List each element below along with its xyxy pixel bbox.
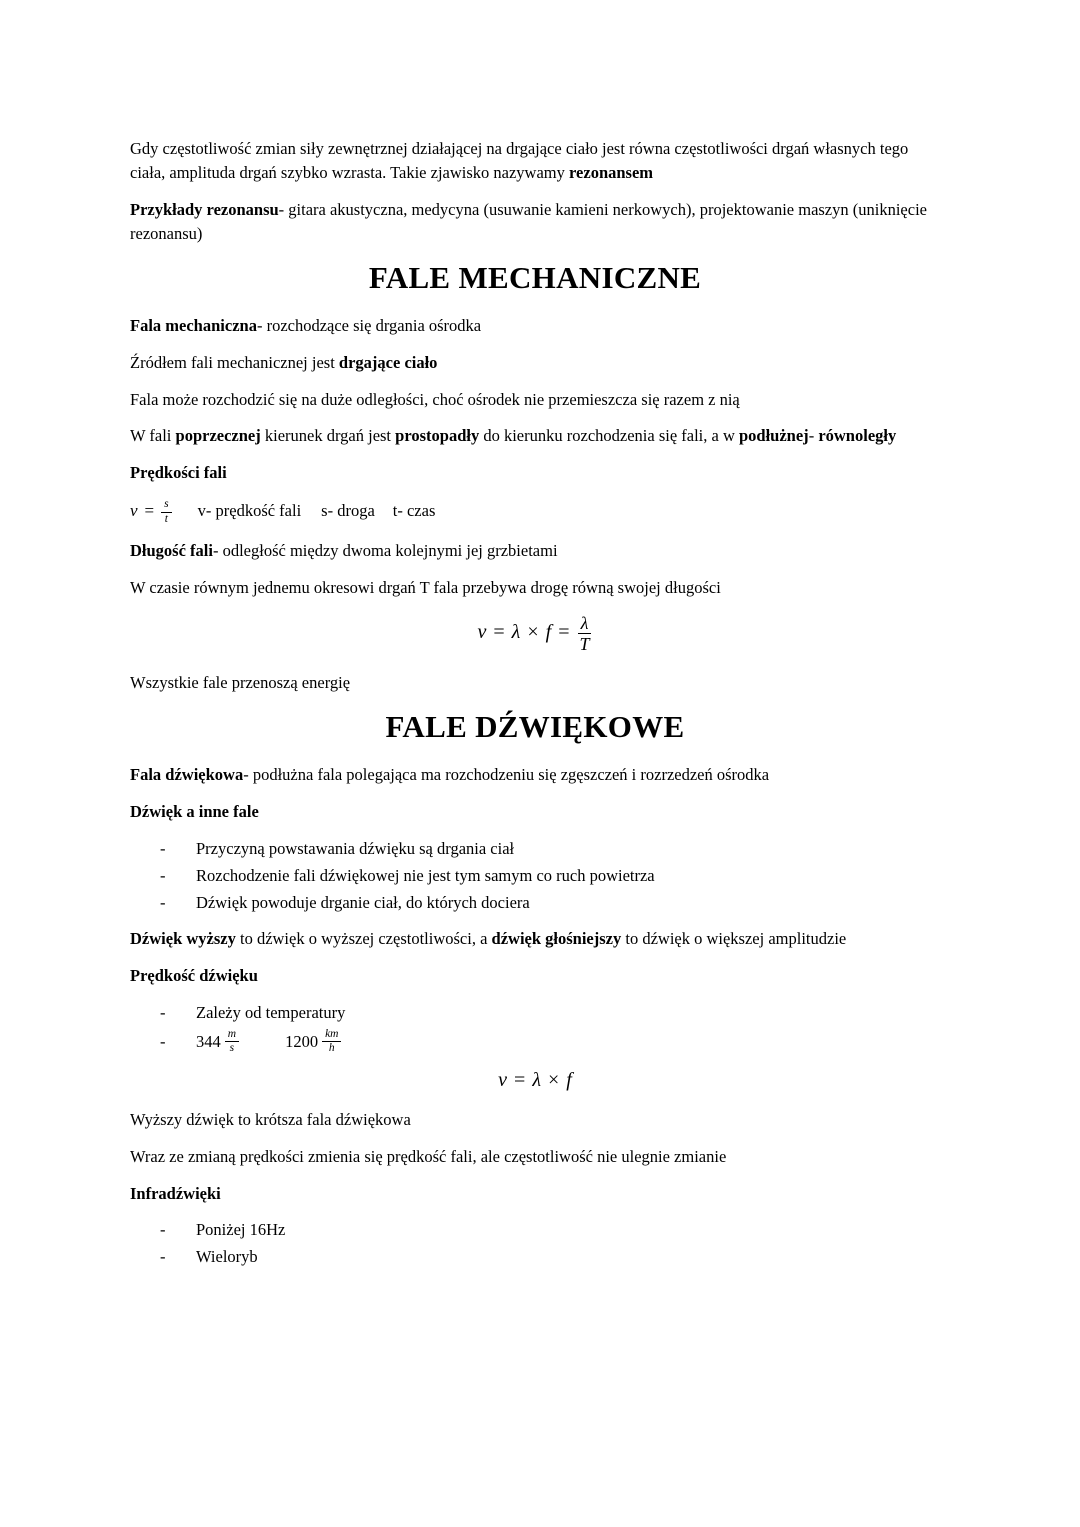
math-times: × bbox=[548, 1068, 560, 1091]
unit-km: km bbox=[322, 1028, 341, 1042]
fraction-s-over-t bbox=[161, 498, 171, 525]
math-equals: = bbox=[493, 621, 505, 644]
text-run: Źródłem fali mechanicznej jest bbox=[130, 352, 339, 372]
text-run-bold: prostopadły bbox=[395, 426, 480, 446]
paragraph-fala-mechaniczna bbox=[130, 314, 940, 338]
dash-bullet: - bbox=[160, 892, 166, 912]
text-run: to dźwięk o wyższej częstotliwości, a bbox=[235, 929, 492, 949]
text-run: - gitara akustyczna, medycyna (usuwanie kamieni nerkowych), projektowanie maszyn (uniknięcie rezonansu) bbox=[130, 199, 927, 243]
text-run: Wraz ze zmianą prędkości zmienia się prędkość fali, ale częstotliwość nie ulegnie zmianie bbox=[130, 1146, 727, 1166]
list-item-text: Dźwięk powoduje drganie ciał, do których dociera bbox=[196, 892, 530, 912]
unit-km-per-h bbox=[322, 1028, 341, 1055]
text-run-bold: Prędkości fali bbox=[130, 463, 227, 483]
text-run-bold: Dźwięk wyższy bbox=[130, 929, 236, 949]
list-item-text: Przyczyną powstawania dźwięku są drgania ciał bbox=[196, 838, 515, 858]
label-dzwiek-a-inne-fale bbox=[130, 800, 940, 824]
math-expression-v-s-t bbox=[130, 498, 172, 525]
text-run-bold: Fala mechaniczna bbox=[130, 315, 257, 335]
math-var-f: f bbox=[566, 1068, 572, 1091]
math-var-v: v bbox=[130, 500, 138, 520]
text-run-bold: Prędkość dźwięku bbox=[130, 966, 258, 986]
heading-fale-dzwiekowe: FALE DŹWIĘKOWE bbox=[385, 708, 685, 744]
math-expression-wavelength bbox=[477, 612, 593, 655]
unit-m-per-s bbox=[225, 1028, 239, 1055]
paragraph-rezonans-definition bbox=[130, 137, 940, 185]
math-var-T: T bbox=[579, 634, 590, 655]
formula-v-lambda-f-T bbox=[130, 613, 940, 655]
paragraph-rozchodzenie bbox=[130, 388, 940, 412]
math-expression-sound bbox=[498, 1069, 572, 1091]
text-run: - bbox=[808, 426, 819, 446]
list-item bbox=[160, 1218, 940, 1242]
list-item-text: Wieloryb bbox=[196, 1247, 258, 1267]
formula-label-t: t- czas bbox=[392, 500, 436, 520]
text-run: Wyższy dźwięk to krótsza fala dźwiękowa bbox=[130, 1109, 411, 1129]
math-var-lambda: λ bbox=[578, 613, 592, 635]
label-infradzwieki bbox=[130, 1182, 940, 1206]
paragraph-okres-drgan bbox=[130, 576, 940, 600]
dash-bullet: - bbox=[160, 1003, 166, 1023]
list-infradzwieki bbox=[130, 1218, 940, 1269]
dash-bullet: - bbox=[160, 1220, 166, 1240]
math-var-lambda: λ bbox=[532, 1068, 541, 1091]
list-item bbox=[160, 1001, 940, 1025]
unit-s: s bbox=[229, 1042, 235, 1055]
text-run: do kierunku rozchodzenia się fali, a w bbox=[479, 426, 739, 446]
math-var-lambda: λ bbox=[511, 621, 521, 644]
paragraph-zrodlo-fali bbox=[130, 351, 940, 375]
list-dzwiek-fakty bbox=[130, 837, 940, 915]
fraction-lambda-over-T bbox=[576, 613, 592, 655]
speed-344: 344 bbox=[196, 1032, 221, 1051]
text-run: - podłużna fala polegająca ma rozchodzeniu się zgęszczeń i rozrzedzeń ośrodka bbox=[243, 764, 770, 784]
formula-label-s: s- droga bbox=[321, 500, 375, 520]
math-var-f: f bbox=[545, 621, 552, 644]
speed-values bbox=[196, 1028, 341, 1055]
text-run-bold: Infradźwięki bbox=[130, 1183, 221, 1203]
list-predkosc-dzwieku bbox=[130, 1001, 940, 1055]
paragraph-dzwiek-wyzszy bbox=[130, 927, 940, 951]
math-var-v: v bbox=[498, 1068, 508, 1091]
paragraph-energia bbox=[130, 671, 940, 695]
text-run-bold-rezonansem: rezonansem bbox=[569, 162, 654, 182]
unit-m: m bbox=[225, 1028, 239, 1042]
math-var-t: t bbox=[164, 512, 168, 525]
list-item bbox=[160, 837, 940, 861]
math-var-s: s bbox=[161, 498, 171, 512]
paragraph-dlugosc-fali bbox=[130, 539, 940, 563]
text-run: Fala może rozchodzić się na duże odległości, choć ośrodek nie przemieszcza się razem z nią bbox=[130, 389, 740, 409]
text-run: W fali bbox=[130, 426, 176, 446]
label-predkosc-dzwieku bbox=[130, 964, 940, 988]
dash-bullet: - bbox=[160, 1247, 166, 1267]
text-run: W czasie równym jednemu okresowi drgań T fala przebywa drogę równą swojej długości bbox=[130, 577, 721, 597]
text-run-bold-przyklady: Przykłady rezonansu bbox=[130, 199, 279, 219]
math-equals: = bbox=[558, 621, 570, 644]
heading-fale-mechaniczne: FALE MECHANICZNE bbox=[368, 259, 702, 295]
text-run-bold: Fala dźwiękowa bbox=[130, 764, 244, 784]
math-var-v: v bbox=[477, 621, 487, 644]
dash-bullet: - bbox=[160, 1032, 166, 1051]
paragraph-zmiana-predkosci bbox=[130, 1145, 940, 1169]
text-run: to dźwięk o większej amplitudzie bbox=[621, 929, 847, 949]
text-run-bold: poprzecznej bbox=[175, 426, 261, 446]
list-item bbox=[160, 891, 940, 915]
text-run-bold: równoległy bbox=[818, 426, 897, 446]
speed-1200: 1200 bbox=[285, 1032, 319, 1051]
paragraph-poprzeczna-podluzna bbox=[130, 424, 940, 448]
math-times: × bbox=[527, 621, 539, 644]
unit-h: h bbox=[328, 1042, 335, 1055]
text-run: - rozchodzące się drgania ośrodka bbox=[256, 315, 482, 335]
text-run: Gdy częstotliwość zmian siły zewnętrznej działającej na drgające ciało jest równa częstotliwości drgań własnych tego ciała, amplituda drgań szybko wzrasta. Takie zjawisko nazywamy bbox=[130, 139, 909, 182]
list-item bbox=[160, 864, 940, 888]
paragraph-fala-dzwiekowa bbox=[130, 763, 940, 787]
list-item-text: Rozchodzenie fali dźwiękowej nie jest tym samym co ruch powietrza bbox=[196, 865, 655, 885]
formula-label-v: v- prędkość fali bbox=[197, 500, 302, 520]
text-run: kierunek drgań jest bbox=[260, 426, 396, 446]
formula-v-lambda-f bbox=[130, 1069, 940, 1092]
text-run: - odległość między dwoma kolejnymi jej grzbietami bbox=[212, 540, 558, 560]
text-run-bold: podłużnej bbox=[739, 426, 809, 446]
list-item-speed-values bbox=[160, 1028, 940, 1055]
text-run-bold: dźwięk głośniejszy bbox=[491, 929, 622, 949]
formula-predkosc-fali bbox=[130, 498, 940, 525]
list-item bbox=[160, 1245, 940, 1269]
math-equals: = bbox=[514, 1068, 526, 1091]
math-equals: = bbox=[144, 500, 155, 520]
text-run-bold: Długość fali bbox=[130, 540, 213, 560]
list-item-text: Poniżej 16Hz bbox=[196, 1220, 286, 1240]
label-predkosci-fali bbox=[130, 461, 940, 485]
dash-bullet: - bbox=[160, 865, 166, 885]
dash-bullet: - bbox=[160, 838, 166, 858]
paragraph-rezonans-examples bbox=[130, 198, 940, 246]
list-item-text: Zależy od temperatury bbox=[196, 1003, 346, 1023]
paragraph-wyzszy-dzwiek bbox=[130, 1108, 940, 1132]
text-run-bold: drgające ciało bbox=[338, 352, 438, 372]
text-run: Wszystkie fale przenoszą energię bbox=[130, 672, 351, 692]
text-run-bold: Dźwięk a inne fale bbox=[130, 801, 259, 821]
